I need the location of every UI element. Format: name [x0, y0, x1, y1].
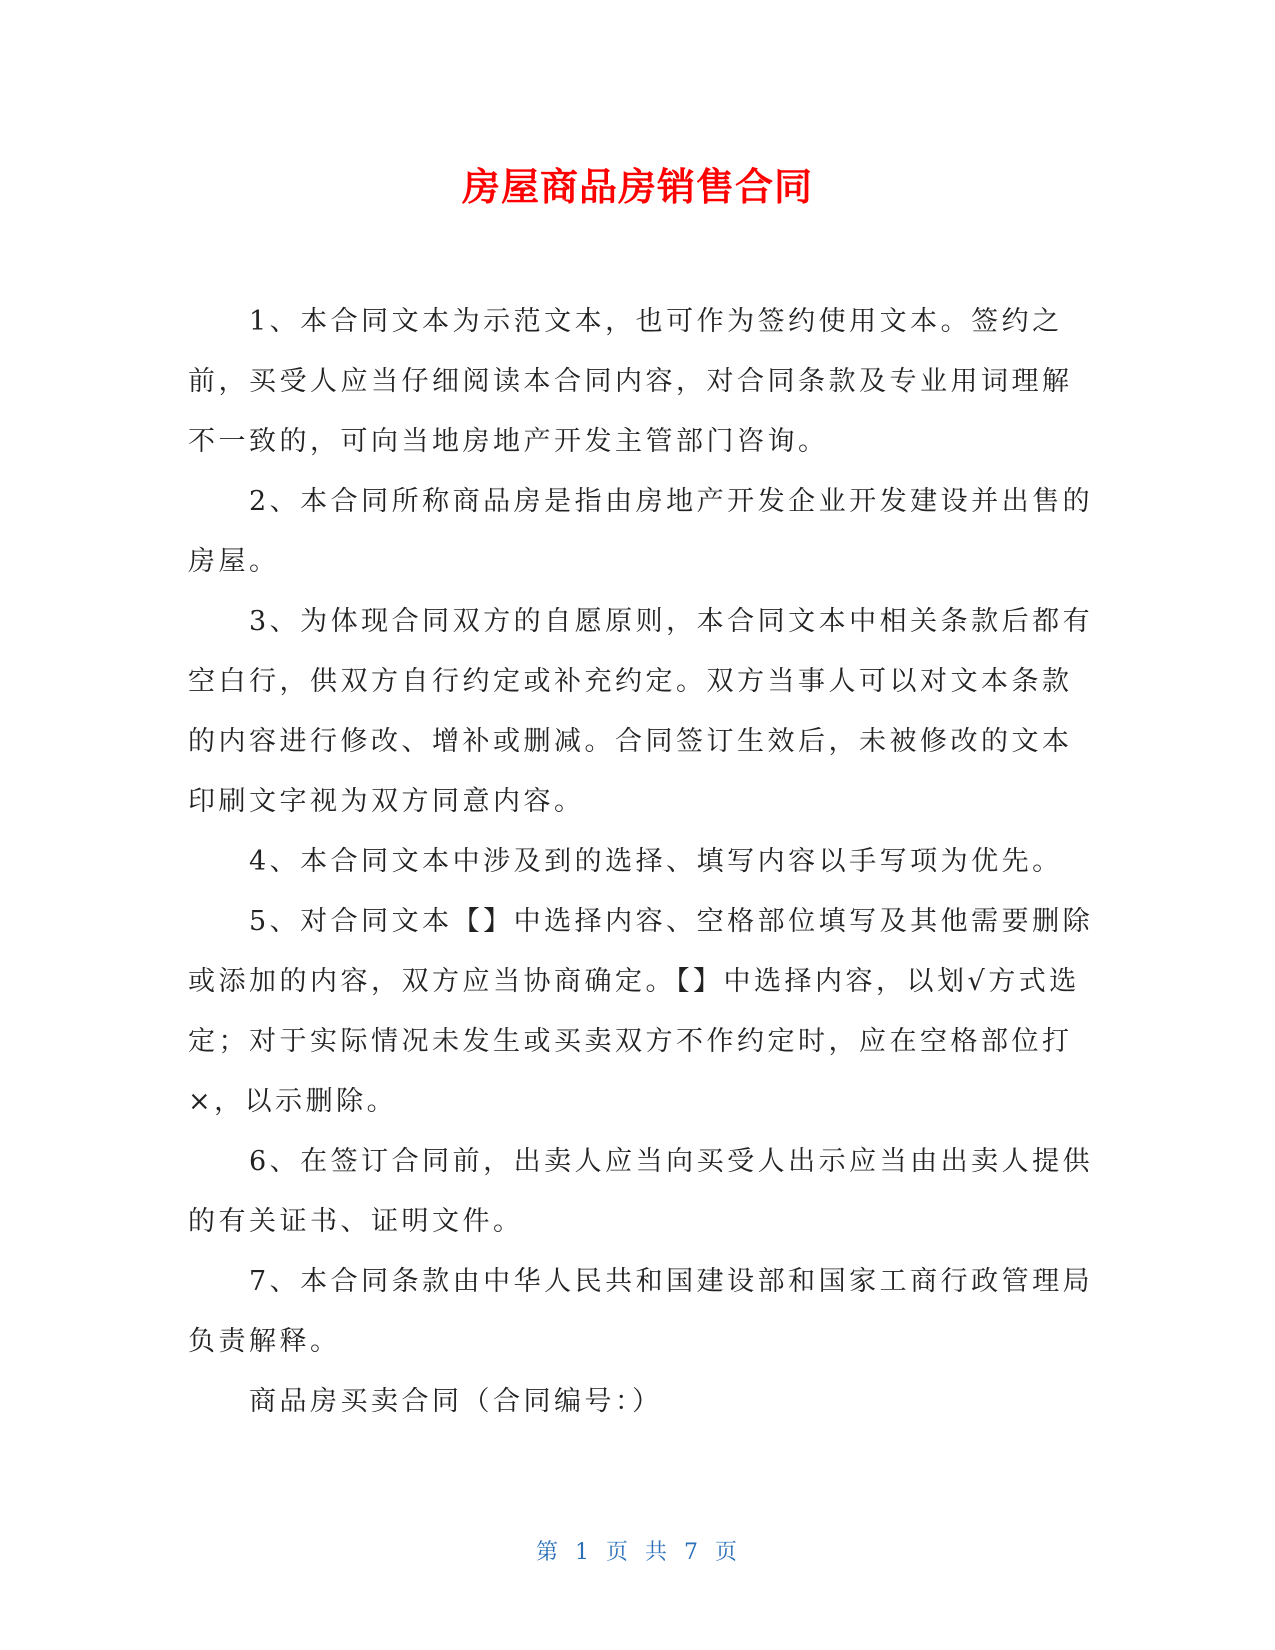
- paragraph-4: 4、本合同文本中涉及到的选择、填写内容以手写项为优先。: [249, 846, 1063, 877]
- paragraph-5: 5、对合同文本【】中选择内容、空格部位填写及其他需要删除或添加的内容，双方应当协商确定。【】中选择内容，以划√方式选定；对于实际情况未发生或买卖双方不作约定时，应在空格部位打×，以示删除。: [188, 906, 1094, 1117]
- document-title: 房屋商品房销售合同: [461, 165, 813, 209]
- paragraph-3: 3、为体现合同双方的自愿原则，本合同文本中相关条款后都有空白行，供双方自行约定或补充约定。双方当事人可以对文本条款的内容进行修改、增补或删减。合同签订生效后，未被修改的文本印刷文字视为双方同意内容。: [188, 606, 1094, 817]
- document-body: [188, 292, 1098, 1432]
- paragraph-1: 1、本合同文本为示范文本，也可作为签约使用文本。签约之前，买受人应当仔细阅读本合同内容，对合同条款及专业用词理解不一致的，可向当地房地产开发主管部门咨询。: [188, 306, 1073, 457]
- page-footer: 第 1 页 共 7 页: [536, 1540, 739, 1565]
- paragraph-2: 2、本合同所称商品房是指由房地产开发企业开发建设并出售的房屋。: [188, 486, 1094, 577]
- contract-number-line: 商品房买卖合同（合同编号：）: [249, 1386, 663, 1417]
- paragraph-7: 7、本合同条款由中华人民共和国建设部和国家工商行政管理局负责解释。: [188, 1266, 1094, 1357]
- paragraph-6: 6、在签订合同前，出卖人应当向买受人出示应当由出卖人提供的有关证书、证明文件。: [188, 1146, 1094, 1237]
